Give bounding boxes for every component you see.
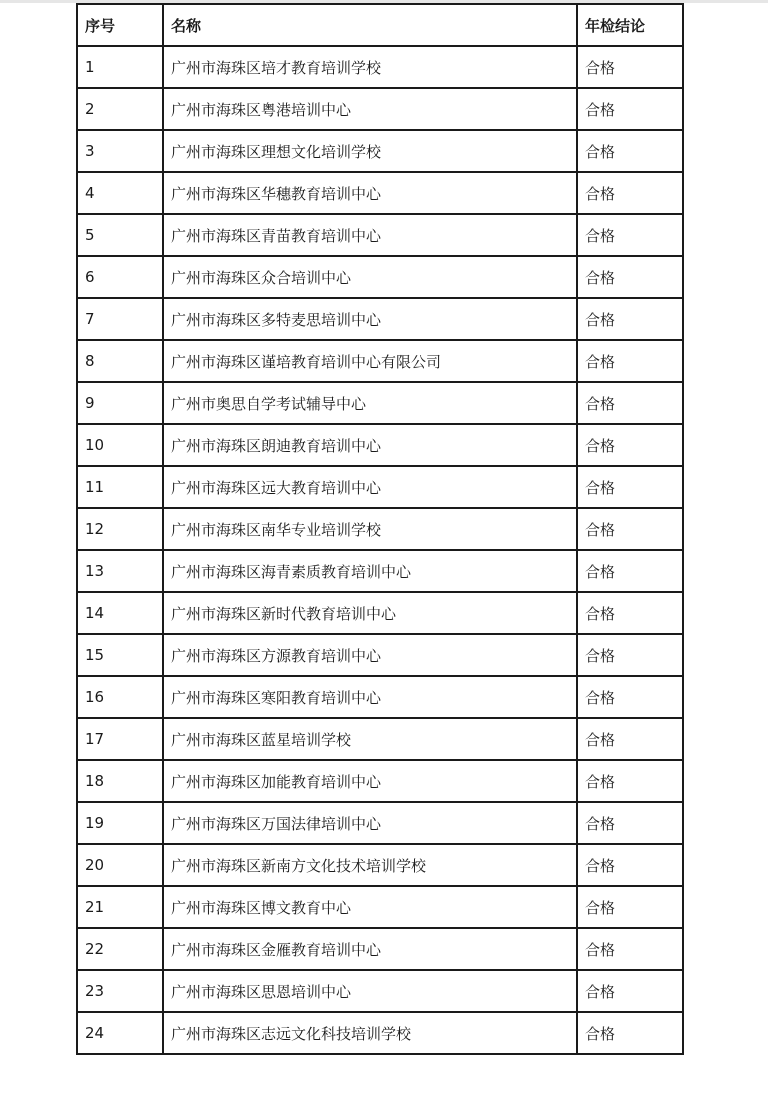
cell-name: 广州市海珠区金雁教育培训中心: [163, 928, 577, 970]
table-row: [77, 886, 683, 928]
cell-serial: 20: [77, 844, 163, 886]
cell-serial: 5: [77, 214, 163, 256]
table-row: [77, 550, 683, 592]
header-serial: 序号: [77, 4, 163, 46]
cell-name: 广州市海珠区方源教育培训中心: [163, 634, 577, 676]
cell-serial: 19: [77, 802, 163, 844]
cell-serial: 12: [77, 508, 163, 550]
cell-result: 合格: [577, 970, 683, 1012]
table-row: [77, 592, 683, 634]
cell-result: 合格: [577, 928, 683, 970]
cell-result: 合格: [577, 718, 683, 760]
cell-result: 合格: [577, 844, 683, 886]
cell-serial: 1: [77, 46, 163, 88]
cell-name: 广州市海珠区粤港培训中心: [163, 88, 577, 130]
cell-result: 合格: [577, 508, 683, 550]
cell-result: 合格: [577, 466, 683, 508]
table-row: [77, 424, 683, 466]
table-row: [77, 466, 683, 508]
cell-serial: 24: [77, 1012, 163, 1054]
table-row: [77, 172, 683, 214]
cell-name: 广州市海珠区多特麦思培训中心: [163, 298, 577, 340]
cell-result: 合格: [577, 340, 683, 382]
cell-name: 广州市海珠区志远文化科技培训学校: [163, 1012, 577, 1054]
cell-name: 广州市海珠区培才教育培训学校: [163, 46, 577, 88]
cell-name: 广州市海珠区新南方文化技术培训学校: [163, 844, 577, 886]
cell-serial: 14: [77, 592, 163, 634]
cell-name: 广州市海珠区南华专业培训学校: [163, 508, 577, 550]
cell-serial: 23: [77, 970, 163, 1012]
cell-serial: 6: [77, 256, 163, 298]
inspection-table-container: [76, 3, 684, 1055]
table-row: [77, 130, 683, 172]
cell-result: 合格: [577, 172, 683, 214]
cell-serial: 9: [77, 382, 163, 424]
cell-serial: 17: [77, 718, 163, 760]
cell-result: 合格: [577, 550, 683, 592]
header-name: 名称: [163, 4, 577, 46]
cell-serial: 7: [77, 298, 163, 340]
cell-name: 广州市奥思自学考试辅导中心: [163, 382, 577, 424]
cell-serial: 11: [77, 466, 163, 508]
cell-result: 合格: [577, 382, 683, 424]
cell-result: 合格: [577, 298, 683, 340]
cell-name: 广州市海珠区众合培训中心: [163, 256, 577, 298]
cell-serial: 4: [77, 172, 163, 214]
table-row: [77, 844, 683, 886]
table-row: [77, 256, 683, 298]
cell-result: 合格: [577, 130, 683, 172]
table-row: [77, 634, 683, 676]
cell-result: 合格: [577, 634, 683, 676]
cell-result: 合格: [577, 88, 683, 130]
table-row: [77, 340, 683, 382]
table-row: [77, 928, 683, 970]
cell-result: 合格: [577, 214, 683, 256]
cell-serial: 8: [77, 340, 163, 382]
cell-name: 广州市海珠区加能教育培训中心: [163, 760, 577, 802]
table-row: [77, 718, 683, 760]
cell-name: 广州市海珠区新时代教育培训中心: [163, 592, 577, 634]
cell-name: 广州市海珠区海青素质教育培训中心: [163, 550, 577, 592]
cell-serial: 21: [77, 886, 163, 928]
cell-name: 广州市海珠区远大教育培训中心: [163, 466, 577, 508]
cell-result: 合格: [577, 676, 683, 718]
cell-result: 合格: [577, 424, 683, 466]
table-row: [77, 298, 683, 340]
cell-result: 合格: [577, 760, 683, 802]
cell-name: 广州市海珠区蓝星培训学校: [163, 718, 577, 760]
table-body: [77, 46, 683, 1054]
cell-name: 广州市海珠区寒阳教育培训中心: [163, 676, 577, 718]
cell-result: 合格: [577, 592, 683, 634]
cell-name: 广州市海珠区朗迪教育培训中心: [163, 424, 577, 466]
table-header-row: [77, 4, 683, 46]
cell-serial: 22: [77, 928, 163, 970]
table-row: [77, 676, 683, 718]
table-row: [77, 508, 683, 550]
table-row: [77, 382, 683, 424]
cell-name: 广州市海珠区万国法律培训中心: [163, 802, 577, 844]
cell-name: 广州市海珠区青苗教育培训中心: [163, 214, 577, 256]
cell-result: 合格: [577, 802, 683, 844]
table-row: [77, 214, 683, 256]
cell-serial: 3: [77, 130, 163, 172]
cell-name: 广州市海珠区博文教育中心: [163, 886, 577, 928]
cell-name: 广州市海珠区理想文化培训学校: [163, 130, 577, 172]
cell-name: 广州市海珠区华穗教育培训中心: [163, 172, 577, 214]
table-row: [77, 88, 683, 130]
cell-result: 合格: [577, 256, 683, 298]
cell-serial: 2: [77, 88, 163, 130]
table-row: [77, 46, 683, 88]
table-row: [77, 970, 683, 1012]
table-row: [77, 1012, 683, 1054]
cell-name: 广州市海珠区谨培教育培训中心有限公司: [163, 340, 577, 382]
table-row: [77, 760, 683, 802]
table-row: [77, 802, 683, 844]
cell-result: 合格: [577, 886, 683, 928]
cell-serial: 18: [77, 760, 163, 802]
cell-result: 合格: [577, 46, 683, 88]
cell-serial: 16: [77, 676, 163, 718]
cell-serial: 13: [77, 550, 163, 592]
cell-serial: 15: [77, 634, 163, 676]
header-result: 年检结论: [577, 4, 683, 46]
cell-name: 广州市海珠区思恩培训中心: [163, 970, 577, 1012]
inspection-results-table: [76, 3, 684, 1055]
cell-result: 合格: [577, 1012, 683, 1054]
cell-serial: 10: [77, 424, 163, 466]
